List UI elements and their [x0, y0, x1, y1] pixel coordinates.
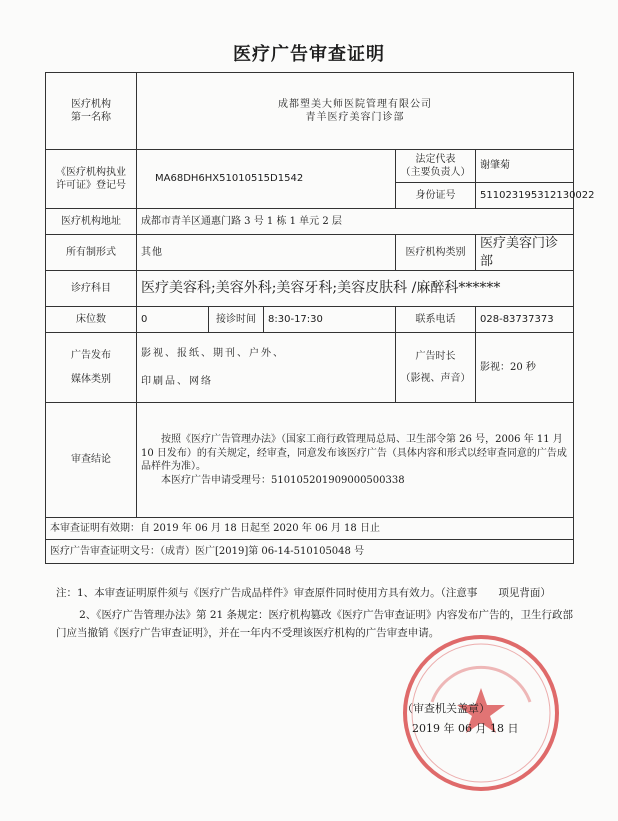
row-institution [46, 73, 574, 150]
row-ownership [46, 235, 574, 271]
certificate-table [45, 72, 595, 564]
row-validity [46, 518, 574, 540]
certificate-number: 医疗广告审查证明文号：（成青）医广[2019]第 06-14-510105048 号 [46, 540, 574, 564]
ownership-label: 所有制形式 [46, 235, 137, 271]
phone-label: 联系电话 [396, 307, 476, 333]
validity-period: 本审查证明有效期：自 2019 年 06 月 18 日起至 2020 年 06 月 18 日止 [46, 518, 574, 540]
hours-label: 接诊时间 [209, 307, 264, 333]
departments-label: 诊疗科目 [46, 271, 137, 307]
seal-caption: （审查机关盖章） [402, 702, 490, 715]
phone-value: 028-83737373 [476, 307, 574, 333]
institution-name: 成都塑美大师医院管理有限公司 青羊医疗美容门诊部 [137, 73, 574, 150]
legal-rep-label: 法定代表 （主要负责人） [396, 150, 476, 183]
application-number: 本医疗广告申请受理号：510105201909000500338 [161, 474, 405, 486]
beds-value: 0 [137, 307, 209, 333]
note-1: 注：1、本审查证明原件须与《医疗广告成品样件》审查原件同时使用方具有效力。（注意事 项见背面） [56, 587, 551, 599]
license-label: 《医疗机构执业 许可证》登记号 [46, 150, 137, 209]
departments-value: 医疗美容科;美容外科;美容牙科;美容皮肤科 /麻醉科****** [137, 271, 574, 307]
row-beds [46, 307, 574, 333]
note-2: 2、《医疗广告管理办法》第 21 条规定：医疗机构篡改《医疗广告审查证明》内容发布广告的，卫生行政部门应当撤销《医疗广告审查证明》，并在一年内不受理该医疗机构的广告审查申请。 [56, 609, 574, 639]
beds-label: 床位数 [46, 307, 137, 333]
row-license-1 [46, 150, 574, 183]
address-label: 医疗机构地址 [46, 209, 137, 235]
category-value: 医疗美容门诊部 [476, 235, 574, 271]
conclusion-text [137, 403, 574, 518]
id-number-value: 511023195312130022 [476, 183, 574, 209]
media-label: 广告发布 媒体类别 [46, 333, 137, 403]
category-label: 医疗机构类别 [396, 235, 476, 271]
license-number: MA68DH6HX51010515D1542 [137, 150, 396, 209]
row-media [46, 333, 574, 403]
row-conclusion [46, 403, 574, 518]
conclusion-label: 审查结论 [46, 403, 137, 518]
row-departments [46, 271, 574, 307]
row-address [46, 209, 574, 235]
hours-value: 8:30-17:30 [264, 307, 396, 333]
document-title: 医疗广告审查证明 [233, 44, 385, 65]
duration-value: 影视：20 秒 [476, 333, 574, 403]
duration-label: 广告时长 （影视、声音） [396, 333, 476, 403]
legal-rep-value: 谢肇菊 [476, 150, 574, 183]
institution-label: 医疗机构 第一名称 [46, 73, 137, 150]
id-number-label: 身份证号 [396, 183, 476, 209]
seal-date: 2019 年 06 月 18 日 [412, 722, 519, 735]
address-value: 成都市青羊区通惠门路 3 号 1 栋 1 单元 2 层 [137, 209, 574, 235]
conclusion-paragraph: 按照《医疗广告管理办法》（国家工商行政管理局总局、卫生部令第 26 号，2006 年 11 月 10 日发布）的有关规定，经审查，同意发布该医疗广告（具体内容和形式以经审查同意的广告成品样件为准）。 [141, 434, 567, 473]
ownership-value: 其他 [137, 235, 396, 271]
row-cert-number [46, 540, 574, 564]
media-value: 影视、报纸、期刊、户外、 印刷品、网络 [137, 333, 396, 403]
